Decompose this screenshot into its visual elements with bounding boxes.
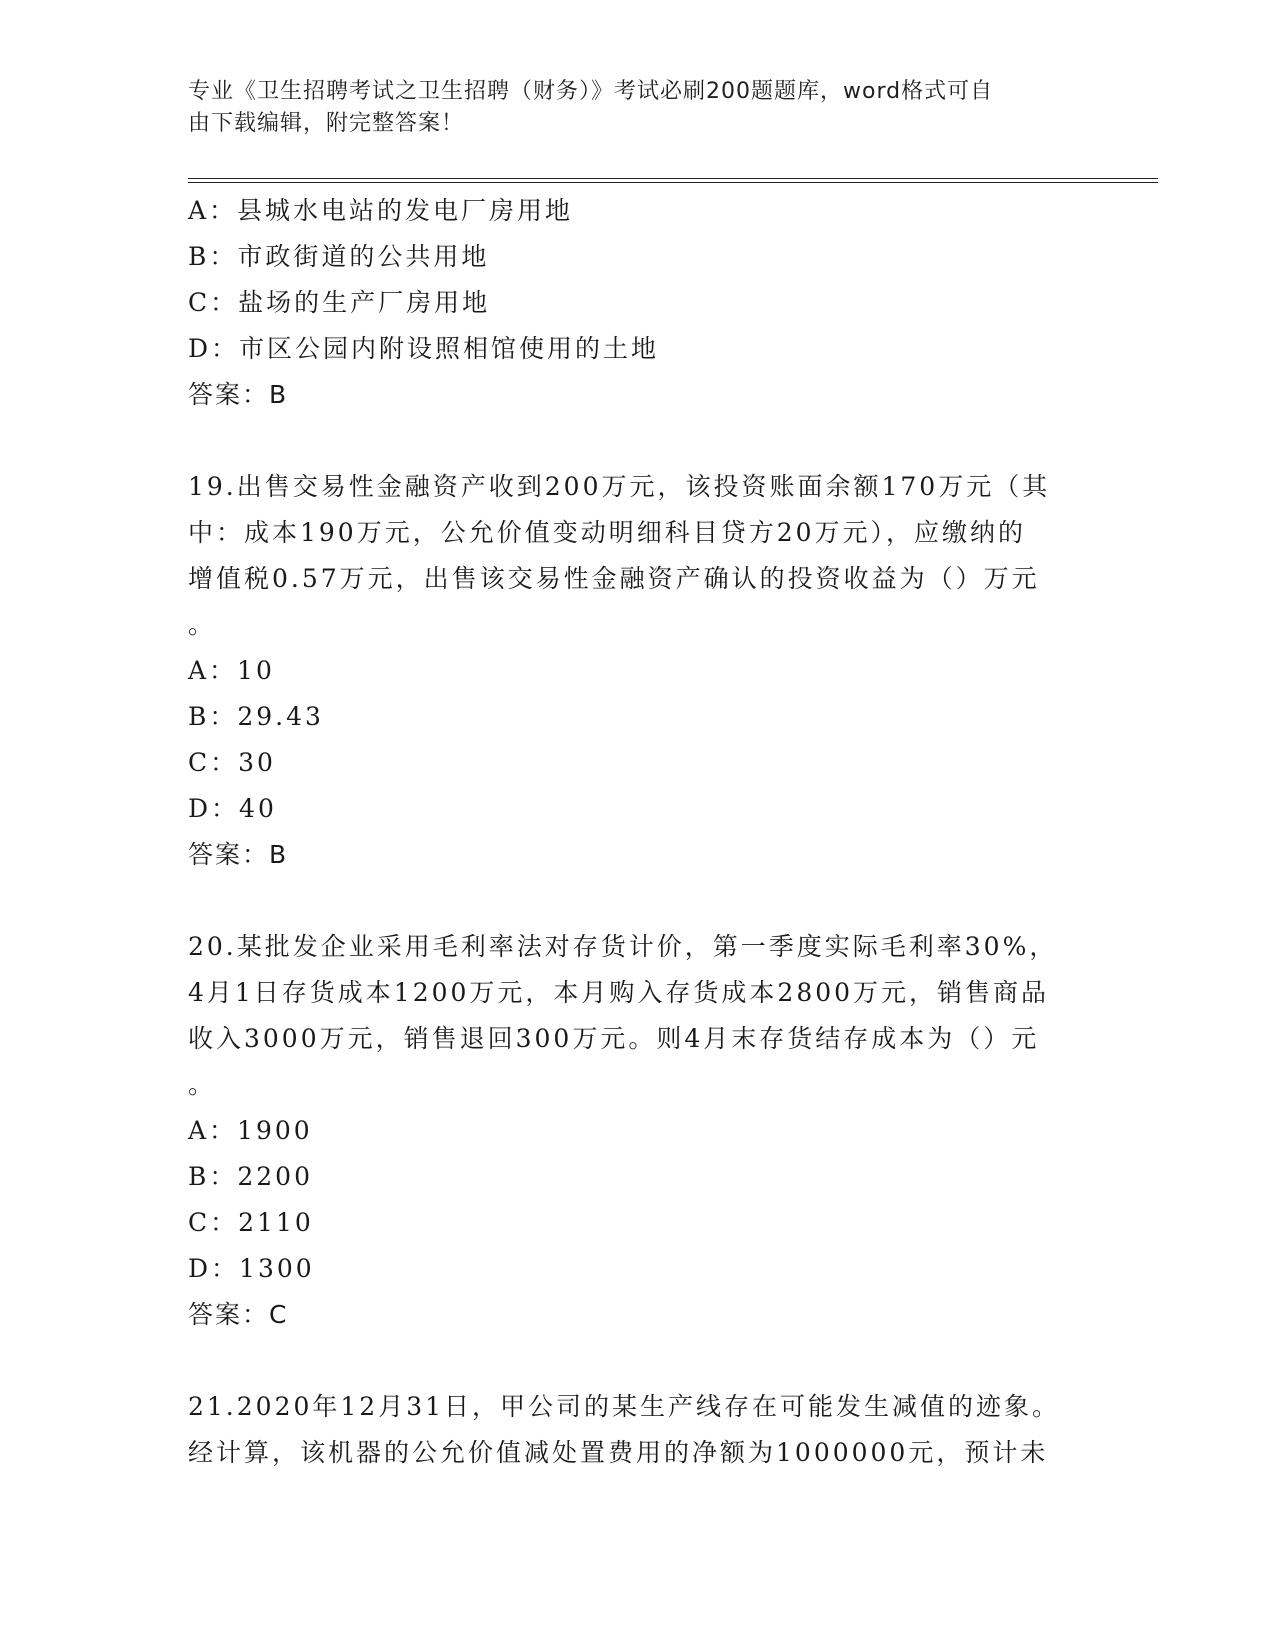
document-header	[188, 76, 1088, 140]
question-21	[188, 1384, 1088, 1476]
option-d: D：市区公园内附设照相馆使用的土地	[188, 334, 660, 363]
header-line-2: 由下载编辑，附完整答案！	[188, 111, 465, 136]
option-c: C：2110	[188, 1208, 314, 1237]
option-d: D：1300	[188, 1254, 315, 1283]
stem-line: 经计算，该机器的公允价值减处置费用的净额为1000000元，预计未	[188, 1438, 1049, 1467]
option-b: B：29.43	[188, 702, 324, 731]
stem-line: 收入3000万元，销售退回300万元。则4月末存货结存成本为（）元	[188, 1024, 1040, 1053]
option-c: C：30	[188, 748, 276, 777]
question-18-tail	[188, 188, 1088, 418]
question-19	[188, 464, 1088, 878]
stem-line: 。	[188, 610, 217, 639]
header-line-1: 专业《卫生招聘考试之卫生招聘（财务）》考试必刷200题题库，word格式可自	[188, 79, 994, 104]
answer: 答案：C	[188, 1300, 289, 1329]
option-a: A：1900	[188, 1116, 313, 1145]
option-b: B：市政街道的公共用地	[188, 242, 490, 271]
stem-line: 20.某批发企业采用毛利率法对存货计价，第一季度实际毛利率30%，	[188, 932, 1058, 961]
stem-line: 中：成本190万元，公允价值变动明细科目贷方20万元），应缴纳的	[188, 518, 1027, 547]
option-a: A：县城水电站的发电厂房用地	[188, 196, 574, 225]
stem-line: 增值税0.57万元，出售该交易性金融资产确认的投资收益为（）万元	[188, 564, 1040, 593]
option-d: D：40	[188, 794, 277, 823]
spacer	[188, 878, 1088, 924]
stem-line: 21.2020年12月31日，甲公司的某生产线存在可能发生减值的迹象。	[188, 1392, 1061, 1421]
question-stem	[188, 464, 1088, 648]
answer: 答案：B	[188, 380, 289, 409]
option-b: B：2200	[188, 1162, 313, 1191]
stem-line: 4月1日存货成本1200万元，本月购入存货成本2800万元，销售商品	[188, 978, 1050, 1007]
spacer	[188, 1338, 1088, 1384]
question-stem	[188, 1384, 1088, 1476]
option-a: A：10	[188, 656, 275, 685]
header-divider-bottom	[188, 182, 1158, 183]
header-divider-top	[188, 178, 1158, 179]
option-c: C：盐场的生产厂房用地	[188, 288, 491, 317]
stem-line: 。	[188, 1070, 217, 1099]
answer: 答案：B	[188, 840, 289, 869]
document-body	[188, 188, 1088, 1476]
question-stem	[188, 924, 1088, 1108]
question-20	[188, 924, 1088, 1338]
spacer	[188, 418, 1088, 464]
stem-line: 19.出售交易性金融资产收到200万元，该投资账面余额170万元（其	[188, 472, 1051, 501]
